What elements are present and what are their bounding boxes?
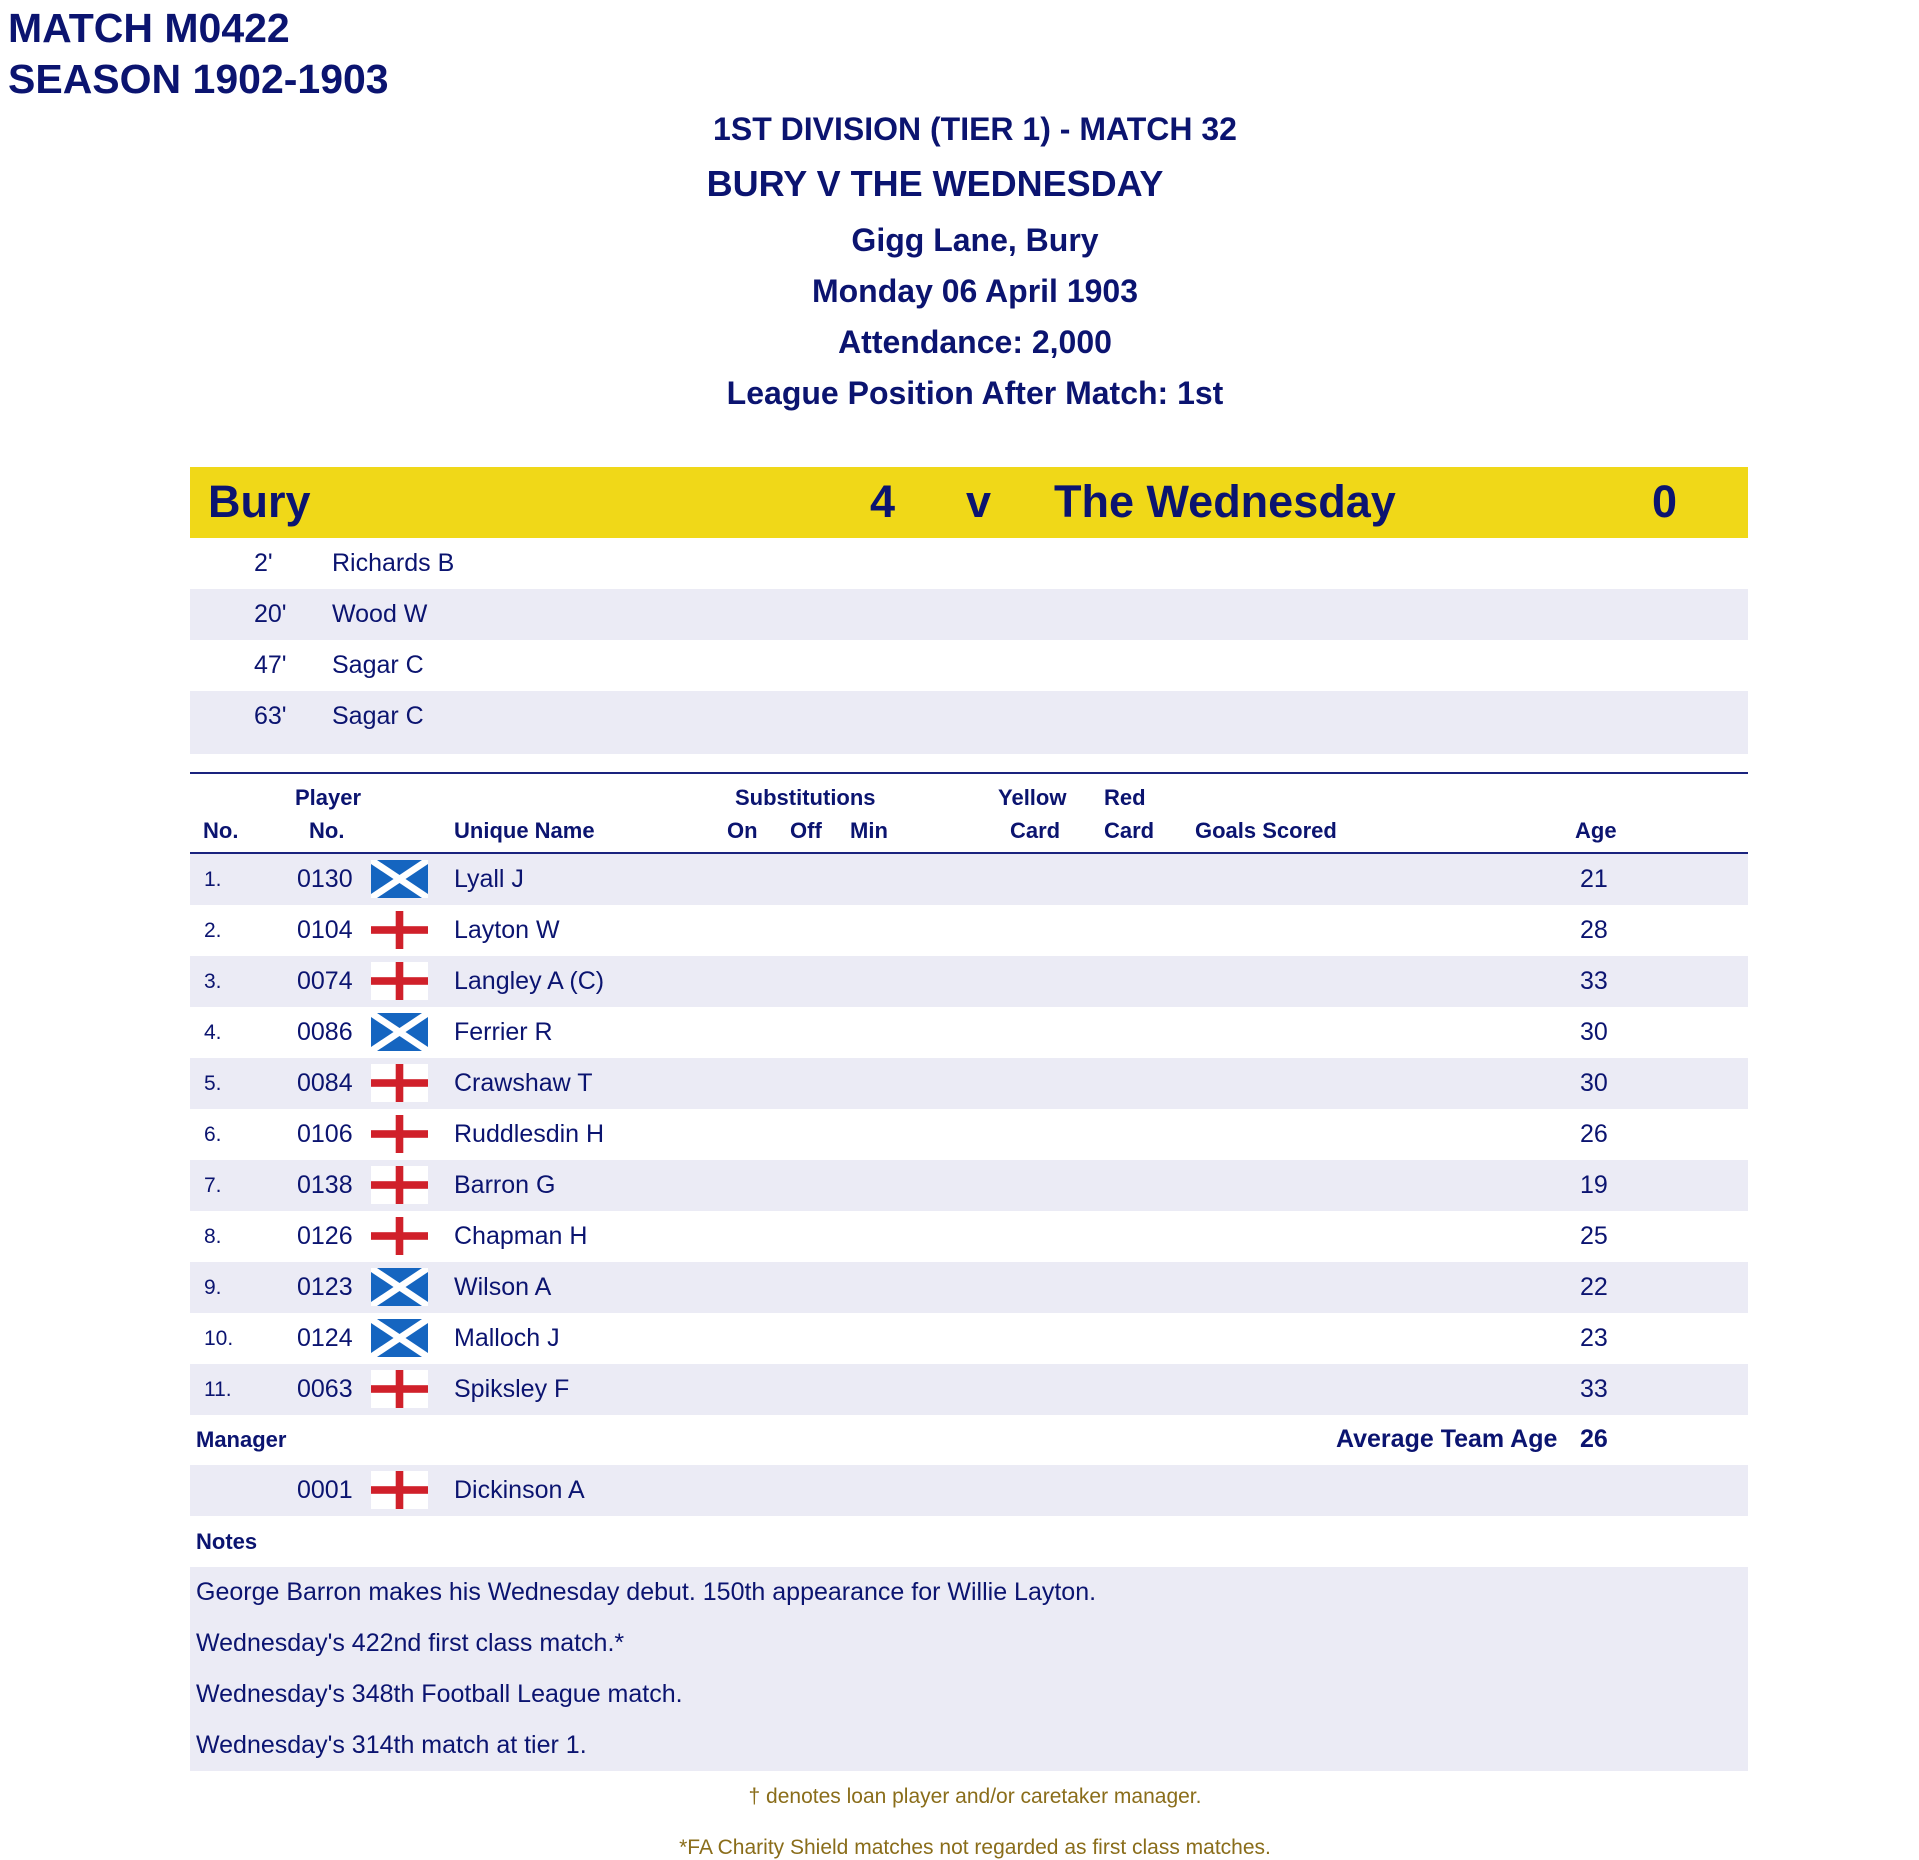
player-name: Malloch J [454,1324,560,1352]
col-header-goals-scored: Goals Scored [1195,818,1337,843]
col-header-age: Age [1575,818,1617,843]
note-row [190,1618,1748,1669]
player-id: 0086 [297,1018,353,1046]
goal-row [190,640,1748,691]
player-name: Spiksley F [454,1375,570,1403]
col-header-player-no-line2: No. [309,818,345,843]
goal-minute: 63' [254,702,287,730]
player-id: 0074 [297,967,353,995]
player-shirt-no: 8. [204,1225,222,1248]
player-id: 0084 [297,1069,353,1097]
player-row [190,1109,1748,1160]
player-id: 0106 [297,1120,353,1148]
player-id: 0126 [297,1222,353,1250]
player-shirt-no: 11. [204,1378,232,1401]
player-name: Langley A (C) [454,967,605,995]
player-name: Chapman H [454,1222,588,1250]
home-score: 4 [870,476,896,527]
note-text: Wednesday's 314th match at tier 1. [196,1731,587,1759]
player-name: Barron G [454,1171,556,1199]
player-row [190,1007,1748,1058]
note-row [190,1720,1748,1771]
player-row [190,1262,1748,1313]
player-shirt-no: 1. [204,868,222,891]
col-header-sub-off: Off [790,818,822,843]
goal-scorer: Wood W [332,600,428,628]
england-flag-icon [371,1370,428,1408]
notes-header-row [190,1516,1748,1567]
england-flag-icon [371,1166,428,1204]
competition-title: 1ST DIVISION (TIER 1) - MATCH 32 [713,111,1237,147]
player-id: 0130 [297,865,353,893]
player-shirt-no: 2. [204,919,222,942]
match-date: Monday 06 April 1903 [811,273,1139,309]
note-text: Wednesday's 348th Football League match. [196,1680,683,1708]
manager-player-no: 0001 [297,1476,353,1504]
home-team-name: Bury [208,476,311,527]
player-age: 30 [1580,1018,1608,1046]
scotland-flag-icon [371,860,428,898]
player-shirt-no: 4. [204,1021,222,1044]
col-header-no: No. [203,818,239,843]
player-row [190,1313,1748,1364]
england-flag-icon [371,962,428,1000]
player-shirt-no: 3. [204,970,222,993]
score-bar [190,467,1748,538]
col-header-substitutions: Substitutions [735,785,876,810]
away-score: 0 [1652,476,1678,527]
player-name: Ruddlesdin H [454,1120,605,1148]
goal-scorer: Sagar C [332,651,424,679]
player-shirt-no: 5. [204,1072,222,1095]
note-text: George Barron makes his Wednesday debut. 150th appearance for Willie Layton. [196,1578,1097,1606]
player-row [190,1211,1748,1262]
player-row [190,1160,1748,1211]
player-age: 26 [1580,1120,1608,1148]
season-label: SEASON 1902-1903 [8,56,389,102]
versus-label: v [966,476,992,527]
col-header-unique-name: Unique Name [454,818,595,843]
note-text: Wednesday's 422nd first class match.* [196,1629,625,1657]
player-age: 19 [1580,1171,1608,1199]
col-header-red-line2: Card [1104,818,1155,843]
player-name: Crawshaw T [454,1069,593,1097]
player-age: 28 [1580,916,1608,944]
col-header-sub-min: Min [850,818,888,843]
col-header-sub-on: On [727,818,758,843]
notes-label: Notes [196,1529,258,1554]
england-flag-icon [371,1471,428,1509]
player-shirt-no: 6. [204,1123,222,1146]
note-row [190,1567,1748,1618]
goal-row [190,589,1748,640]
player-id: 0104 [297,916,353,944]
col-header-yellow-line1: Yellow [998,785,1067,810]
player-name: Wilson A [454,1273,552,1301]
manager-name: Dickinson A [454,1476,585,1504]
scotland-flag-icon [371,1268,428,1306]
player-id: 0138 [297,1171,353,1199]
player-shirt-no: 7. [204,1174,222,1197]
col-header-red-line1: Red [1104,785,1146,810]
england-flag-icon [371,1064,428,1102]
goal-row [190,538,1748,589]
player-age: 33 [1580,967,1608,995]
venue: Gigg Lane, Bury [851,222,1099,258]
player-row [190,1058,1748,1109]
charity-shield-footnote: *FA Charity Shield matches not regarded as first class matches. [679,1836,1271,1859]
attendance: Attendance: 2,000 [838,324,1112,360]
player-name: Lyall J [454,865,524,893]
col-header-player-no-line1: Player [295,785,362,810]
goal-row [190,691,1748,742]
away-team-name: The Wednesday [1054,476,1396,527]
england-flag-icon [371,1115,428,1153]
table-top-rule [190,772,1748,774]
manager-row [190,1465,1748,1516]
player-shirt-no: 9. [204,1276,222,1299]
player-shirt-no: 10. [204,1327,234,1350]
league-position: League Position After Match: 1st [726,375,1224,411]
england-flag-icon [371,1217,428,1255]
note-row [190,1669,1748,1720]
player-age: 30 [1580,1069,1608,1097]
player-row [190,905,1748,956]
scotland-flag-icon [371,1013,428,1051]
player-row [190,1364,1748,1415]
player-id: 0063 [297,1375,353,1403]
player-age: 25 [1580,1222,1608,1250]
england-flag-icon [371,911,428,949]
goal-list-spacer [190,742,1748,754]
goal-scorer: Sagar C [332,702,424,730]
player-name: Ferrier R [454,1018,553,1046]
scotland-flag-icon [371,1319,428,1357]
col-header-yellow-line2: Card [1010,818,1061,843]
manager-label: Manager [196,1427,287,1452]
goal-minute: 47' [254,651,287,679]
goal-scorer: Richards B [332,549,455,577]
loan-footnote: † denotes loan player and/or caretaker manager. [748,1785,1202,1808]
fixture-title: BURY V THE WEDNESDAY [706,163,1164,204]
player-age: 33 [1580,1375,1608,1403]
player-row [190,956,1748,1007]
match-id: MATCH M0422 [8,5,290,51]
average-age-value: 26 [1580,1425,1608,1453]
average-age-label: Average Team Age [1336,1425,1558,1453]
player-id: 0123 [297,1273,353,1301]
manager-header-row [190,1414,1748,1465]
player-row [190,854,1748,905]
player-age: 23 [1580,1324,1608,1352]
player-age: 22 [1580,1273,1608,1301]
player-name: Layton W [454,916,560,944]
player-age: 21 [1580,865,1608,893]
goal-minute: 20' [254,600,287,628]
goal-minute: 2' [254,549,273,577]
player-id: 0124 [297,1324,353,1352]
